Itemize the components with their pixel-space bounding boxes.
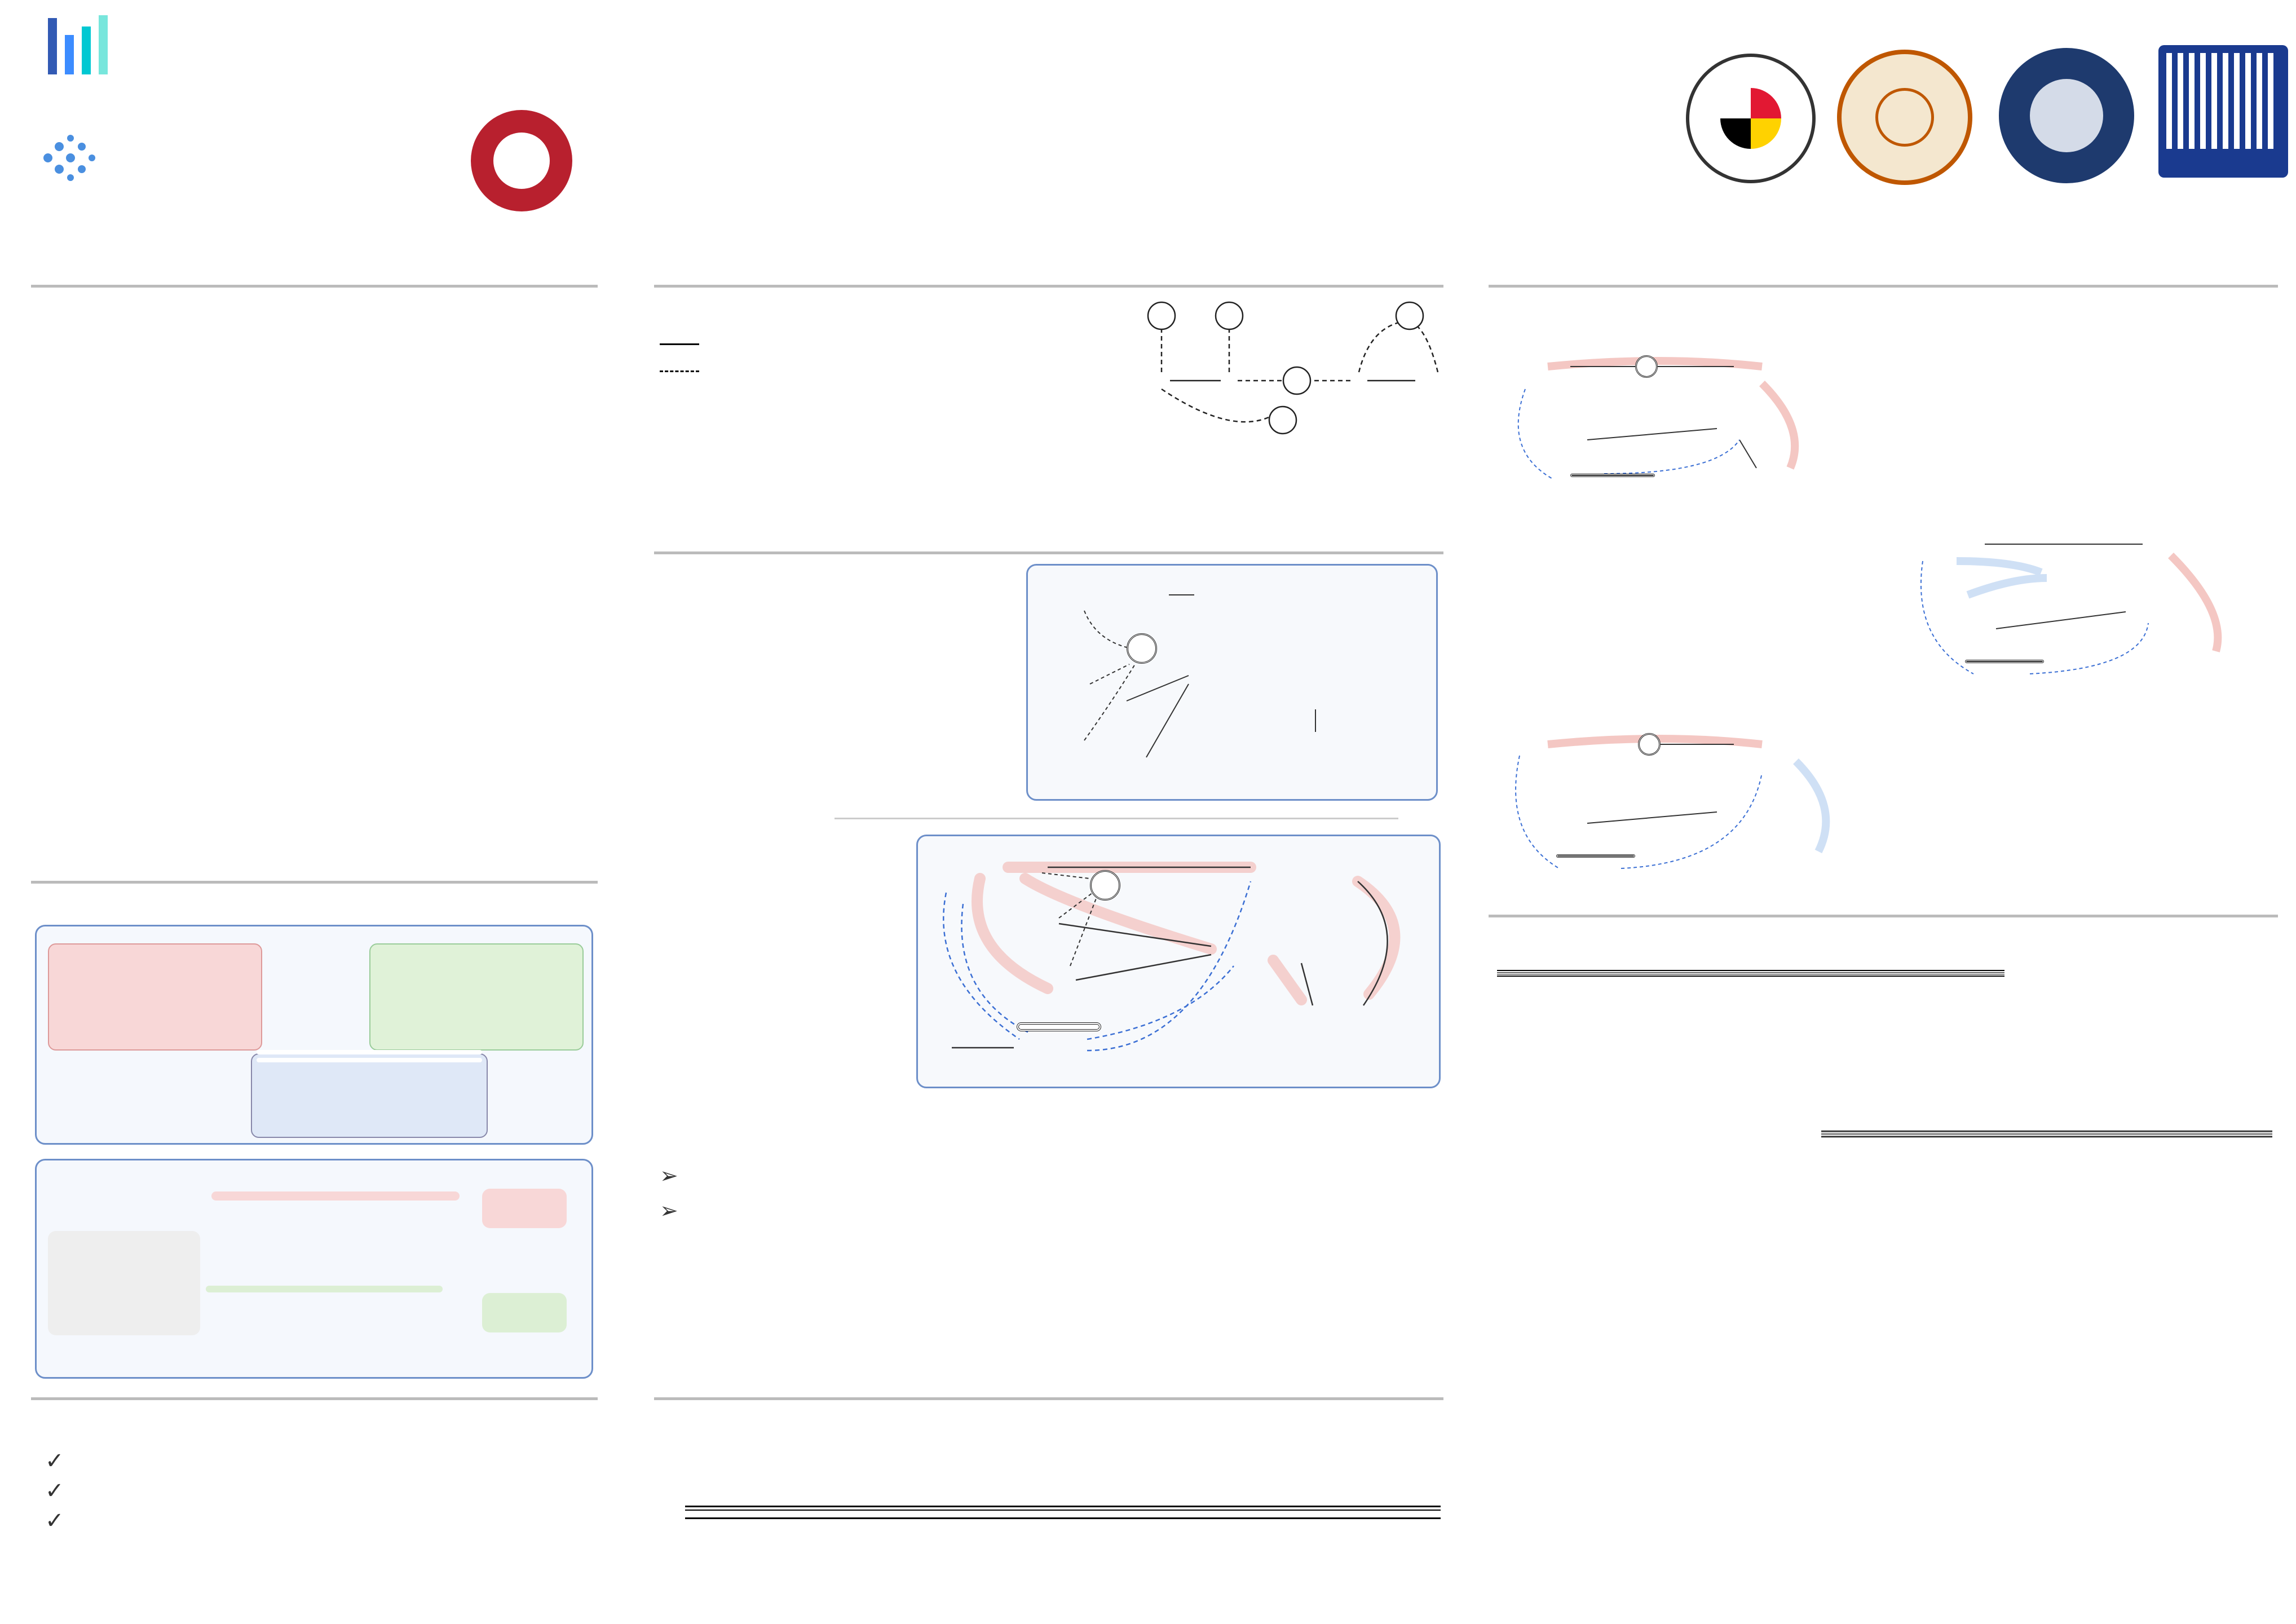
mbzuai-logo (37, 127, 257, 189)
umd-seal (1686, 54, 1816, 183)
question-card (48, 1231, 200, 1335)
bbq-table (685, 1506, 1441, 1519)
ut-austin-seal (1837, 50, 1972, 185)
ucsc-seal (1999, 48, 2134, 183)
g1-edges (1028, 566, 1440, 802)
template-q1 (257, 1050, 482, 1054)
selection-dag (1145, 299, 1460, 445)
prompt-explanation: ➢ ➢ (660, 1164, 678, 1223)
s3-ppc (1556, 854, 1635, 858)
template-q2 (257, 1058, 482, 1062)
s3-selection-node (1638, 733, 1661, 756)
table-row (685, 1515, 1441, 1519)
motivation-panel-1 (35, 925, 593, 1145)
g2-edges (918, 836, 1442, 1090)
bytedance-logo (17, 12, 164, 114)
original-question-card (48, 943, 262, 1051)
s1-selection-node (1635, 355, 1658, 378)
t2-group-2 (1821, 1135, 2272, 1137)
table-cell (685, 1515, 761, 1519)
table-cell (1365, 1515, 1441, 1519)
base-question-card (369, 943, 584, 1051)
data-generating-graph (1026, 564, 1438, 801)
table-cell (987, 1515, 1063, 1519)
s1-edges (1491, 338, 1858, 508)
error-analysis-table (1821, 1131, 2272, 1137)
g2-ppc (1017, 1022, 1101, 1031)
t1-type-2 (1497, 974, 2004, 977)
s2-ppc (1965, 660, 2044, 663)
discrim-eval-charts (1500, 1460, 2278, 1618)
answer-2-card (482, 1293, 567, 1332)
g2-selection-node (1090, 870, 1120, 901)
bytedance-icon (17, 12, 152, 80)
s2-edges (1900, 527, 2278, 696)
table-cell (1138, 1515, 1214, 1519)
table-cell (836, 1515, 912, 1519)
table-cell (1290, 1515, 1365, 1519)
table-cell (761, 1515, 836, 1519)
strategy-1-graph (1491, 338, 1858, 508)
mbzuai-icon (37, 127, 99, 189)
table-cell (912, 1515, 987, 1519)
conclusion-item: ✓ (45, 1449, 64, 1473)
ai-sdm-logo (471, 110, 572, 211)
selection-text (660, 330, 1167, 384)
answer-1-card (482, 1189, 567, 1228)
use-gender-text (211, 1191, 460, 1201)
no-gender-text (206, 1286, 443, 1292)
winobias-table (1497, 970, 2004, 977)
motivation-panel-2 (35, 1159, 593, 1379)
conclusion-item: ✓ (45, 1479, 64, 1503)
conclusion-item: ✓ (45, 1508, 64, 1533)
prompt-template-card (251, 1053, 488, 1138)
s3-edges (1491, 722, 1880, 891)
llm-causal-graph (916, 835, 1441, 1088)
strategy-3-graph (1491, 722, 1880, 891)
paper-qr-code[interactable] (2158, 45, 2288, 178)
strategy-2-graph (1900, 527, 2278, 696)
conclusion-list (45, 1446, 598, 1536)
table-cell (1214, 1515, 1290, 1519)
table-cell (1063, 1515, 1138, 1519)
s1-ppc (1570, 474, 1655, 477)
